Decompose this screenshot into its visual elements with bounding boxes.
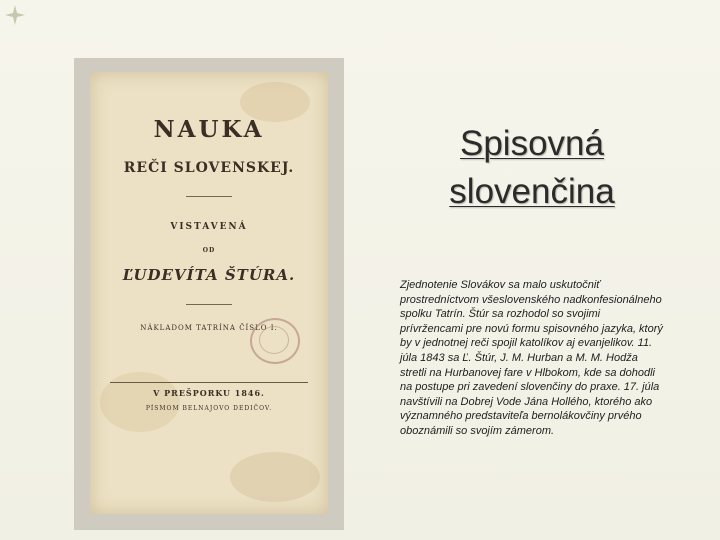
divider xyxy=(186,196,232,197)
book-press: V PREŠPORKU 1846. xyxy=(153,388,265,398)
divider xyxy=(186,304,232,305)
divider xyxy=(110,382,308,383)
book-title: NAUKA xyxy=(153,116,265,143)
book-author: ĽUDEVÍTA ŠTÚRA. xyxy=(122,266,296,284)
star-flourish-icon xyxy=(4,4,26,26)
book-photo-frame xyxy=(74,58,344,530)
book-subtitle: REČI SLOVENSKEJ. xyxy=(123,160,295,176)
book-printer: PÍSMOM BELNAJOVO DEDIČOV. xyxy=(145,405,273,412)
book-naklad: NÁKLADOM TATRÍNA ČÍSLO I. xyxy=(140,324,278,332)
slide-heading: Spisovná slovenčina xyxy=(449,124,615,211)
book-vystavena: VISTAVENÁ xyxy=(170,222,248,232)
book-title-page-image xyxy=(90,72,328,514)
library-stamp xyxy=(250,318,300,364)
slide-body-text: Zjednotenie Slovákov sa malo uskutočniť prostredníctvom všeslovenského nadkonfesionálneho spolku Tatrín. Štúr sa rozhodol so svojimi prívržencami pre novú formu spisovného jazyka, ktorý by v jednotnej reči spojil katolíkov aj evanjelikov. 11. júla 1843 sa Ľ. Štúr, J. M. Hurban a M. M. Hodža stretli na Hurbanovej fare v Hlbokom, kde sa dohodli na postupe pri zavedení slovenčiny do praxe. 17. júla navštívili na Dobrej Vode Jána Hollého, ktorého ako významného predstaviteľa bernolákovčiny prvého oboznámili so svojím zámerom. xyxy=(400,279,663,437)
book-od: OD xyxy=(202,247,216,254)
